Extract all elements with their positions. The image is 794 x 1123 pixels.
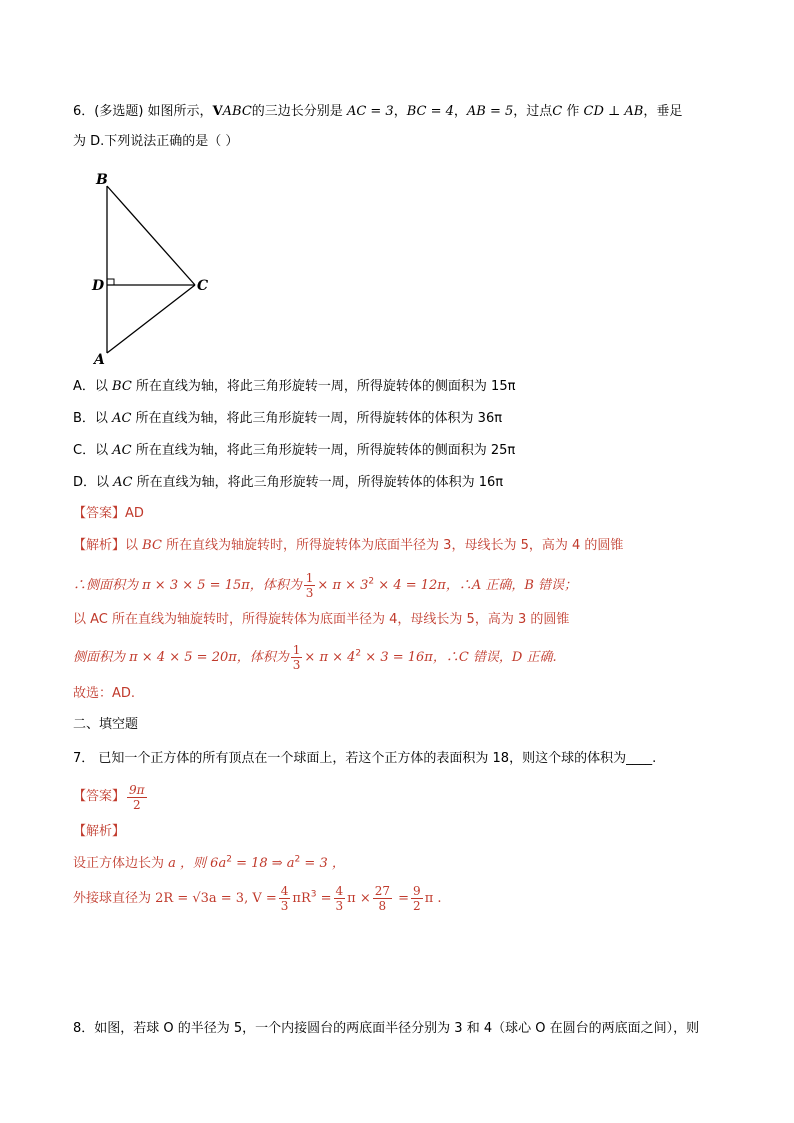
q6-intro-make: 作 [562,104,584,119]
option-b[interactable] [73,410,502,428]
q6-analysis-line4 [73,640,557,676]
option-b-axis: AC [112,411,132,426]
option-d-axis: AC [113,475,133,490]
variable-a: a [168,856,176,871]
q7-answer [73,778,149,817]
line1-d: = 3 ， [300,856,345,871]
answer-label: 【答案】 [73,789,126,804]
fraction-one-third [291,643,303,672]
fraction [334,884,346,913]
frac-num: 9π [129,782,145,797]
bc-equation: BC = 4 [406,104,454,119]
right-angle-mark [107,279,114,285]
line2-c: = [316,891,332,906]
option-a-axis: BC [112,379,132,394]
q6-intro-prefix: 6．(多选题) 如图所示， [73,104,213,119]
superscript: 2 [368,576,375,587]
q7-analysis-line2 [73,880,442,918]
triangle-figure [88,168,218,368]
q6-stem-line2: 为 D.下列说法正确的是（ ） [73,134,239,149]
answer-fraction [127,783,147,812]
q6-intro-tail: ，垂足 [643,104,683,119]
point-c-label: C [552,104,563,119]
answer-label: 【答案】 [73,506,126,521]
q8-stem: 8．如图，若球 O 的半径为 5，一个内接圆台的两底面半径分别为 3 和 4（球心 O 在圆台的两底面之间），则 [73,1021,700,1036]
label-d: D [92,278,105,294]
line1-c: = 18 ⇒ a [231,856,295,871]
option-d-prefix: D．以 [73,475,114,490]
option-c-prefix: C．以 [73,443,113,458]
frac-den: 3 [335,899,344,913]
q7-analysis-label: 【解析】 [73,824,126,839]
analysis-4-c: × 3 = 16π，∴ [361,650,459,665]
section-title: 二、填空题 [73,717,139,732]
frac-den: 3 [292,658,301,672]
line2-d: π × [347,891,371,906]
segment-bc [107,186,195,285]
superscript: 2 [294,854,301,865]
frac-den: 3 [280,899,289,913]
analysis-2-d: A 正确，B 错误； [471,578,578,593]
superscript: 3 [310,889,317,900]
analysis-1-pre: 以 [125,538,143,553]
q6-analysis-line3: 以 AC 所在直线为轴旋转时，所得旋转体为底面半径为 4，母线长为 5，高为 3 的圆锥 [73,612,570,627]
label-c: C [197,278,209,294]
option-b-prefix: B．以 [73,411,113,426]
frac-num: 4 [335,884,344,898]
analysis-2-c: × 4 = 12π，∴ [374,578,472,593]
line1-a: 设正方体边长为 [73,856,169,871]
frac-den: 2 [132,797,141,812]
line2-b: πR [292,891,311,906]
frac-den: 2 [413,899,421,913]
option-a-prefix: A．以 [73,379,113,394]
line2-f: π . [424,891,442,906]
analysis-1-axis: BC [142,538,162,553]
option-d-text: 所在直线为轴，将此三角形旋转一周，所得旋转体的体积为 16π [132,475,504,490]
perpendicular-statement: CD ⊥ AB [583,104,644,119]
option-a[interactable] [73,378,515,396]
q6-intro-after: ，过点 [513,104,553,119]
option-b-text: 所在直线为轴，将此三角形旋转一周，所得旋转体的体积为 36π [131,411,503,426]
q6-answer [73,505,144,523]
line2-a: 外接球直径为 2R = √3a = 3, V = [73,891,277,906]
superscript: 2 [226,854,232,865]
frac-den: 8 [378,899,387,913]
line2-e: = [394,891,410,906]
fraction [279,884,291,913]
fraction-one-third [304,571,316,600]
analysis-4-d: C 错误，D 正确. [458,650,557,665]
segment-ac [107,285,195,353]
triangle-name: ABC [222,104,252,119]
option-c[interactable] [73,442,515,460]
separator: ， [453,104,467,119]
q7-analysis-line1 [73,855,345,873]
answer-value: AD [125,506,144,521]
q6-intro-mid: 的三边长分别是 [251,104,347,119]
frac-den: 3 [305,586,314,600]
frac-num: 1 [292,643,301,657]
frac-num: 27 [374,884,391,898]
option-a-text: 所在直线为轴，将此三角形旋转一周，所得旋转体的侧面积为 15π [131,379,516,394]
q7-stem: 7． 已知一个正方体的所有顶点在一个球面上，若这个正方体的表面积为 18，则这个球的体积为____. [73,751,657,766]
analysis-4-b: × π × 4 [304,650,356,665]
label-b: B [96,172,108,188]
option-c-axis: AC [112,443,132,458]
ac-equation: AC = 3 [346,104,394,119]
frac-num: 4 [280,884,289,898]
q6-analysis-line2 [73,568,577,604]
triangle-symbol: V [212,104,223,119]
analysis-2-a: ∴侧面积为 π × 3 × 5 = 15π，体积为 [73,578,302,593]
option-c-text: 所在直线为轴，将此三角形旋转一周，所得旋转体的侧面积为 25π [131,443,516,458]
analysis-label: 【解析】 [73,538,126,553]
analysis-4-a: 侧面积为 π × 4 × 5 = 20π，体积为 [73,650,289,665]
analysis-2-b: × π × 3 [317,578,369,593]
line1-b: ，则 6a [175,856,227,871]
superscript: 2 [355,648,362,659]
ab-equation: AB = 5 [466,104,514,119]
label-a: A [94,352,105,368]
option-d[interactable] [73,474,503,492]
fraction [411,884,423,913]
fraction [373,884,392,913]
frac-num: 9 [413,884,421,898]
q6-analysis-line1 [73,537,623,555]
q6-stem-line1 [73,103,682,121]
separator: ， [393,104,407,119]
q6-choose: 故选：AD. [73,686,136,701]
frac-num: 1 [305,571,314,585]
analysis-1-post: 所在直线为轴旋转时，所得旋转体为底面半径为 3，母线长为 5，高为 4 的圆锥 [161,538,624,553]
